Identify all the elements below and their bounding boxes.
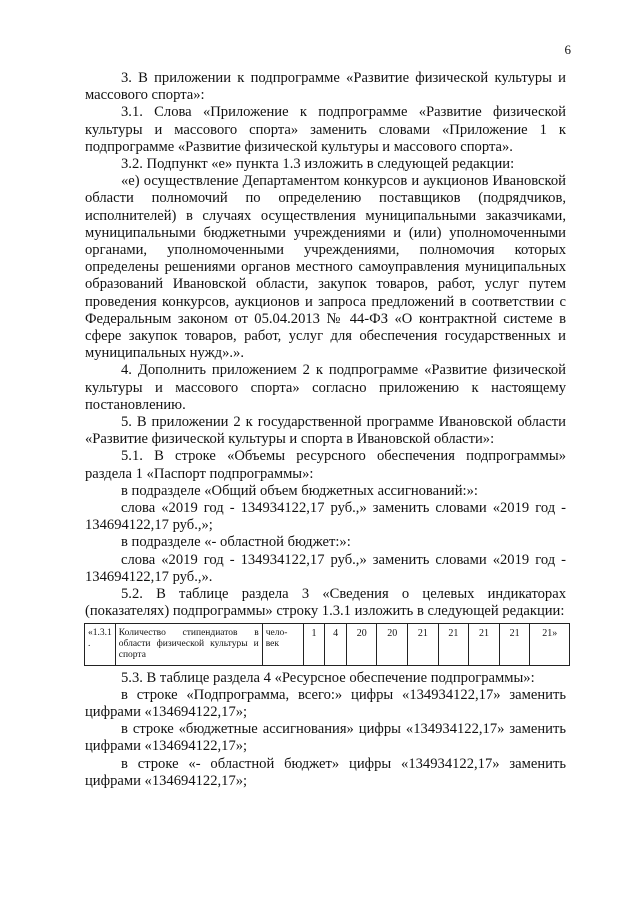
paragraph-p16: в строке «- областной бюджет» цифры «134934122,17» заменить цифрами «134694122,17»; bbox=[85, 755, 566, 789]
value-cell: 1 bbox=[303, 623, 325, 665]
paragraph-p13: 5.3. В таблице раздела 4 «Ресурсное обеспечение подпрограммы»: bbox=[121, 669, 535, 686]
paragraph-p6: 5. В приложении 2 к государственной программе Ивановской области «Развитие физической культуры и спорта в Ивановской области»: bbox=[85, 414, 566, 448]
document-body bbox=[85, 70, 566, 790]
paragraph-p1: 3. В приложении к подпрограмме «Развитие физической культуры и массового спорта»: bbox=[85, 70, 566, 104]
paragraph-p12: 5.2. В таблице раздела 3 «Сведения о целевых индикаторах (показателях) подпрограммы» строку 1.3.1 изложить в следующей редакции: bbox=[85, 586, 566, 620]
paragraph-p14: в строке «Подпрограмма, всего:» цифры «134934122,17» заменить цифрами «134694122,17»; bbox=[85, 686, 566, 720]
paragraphs-after-table bbox=[85, 670, 566, 790]
value-cell: 21 bbox=[438, 623, 469, 665]
value-cell: 21» bbox=[530, 623, 570, 665]
paragraph-p4: «е) осуществление Департаментом конкурсов и аукционов Ивановской области полномочий по определению поставщиков (подрядчиков, исполнителей) в случаях осуществления муниципальными заказчиками, муниципальными бюджетными учреждениями и (или) уполномоченными органами, уполномоченными учреждениями, полномочия которых определены решениями органов местного самоуправления муниципальных образований Ивановской области, закупок товаров, работ, услуг путем проведения конкурсов, аукционов и запроса предложений в соответствии с Федеральным законом от 05.04.2013 № 44-ФЗ «О контрактной системе в сфере закупок товаров, работ, услуг для обеспечения государственных и муниципальных нужд».». bbox=[85, 173, 566, 362]
row-unit-cell: чело-век bbox=[262, 623, 303, 665]
row-code-cell: «1.3.1 . bbox=[85, 623, 116, 665]
row-name-cell: Количество стипендиатов в области физической культуры и спорта bbox=[115, 623, 262, 665]
paragraph-p3: 3.2. Подпункт «е» пункта 1.3 изложить в следующей редакции: bbox=[121, 156, 515, 173]
value-cell: 20 bbox=[346, 623, 377, 665]
paragraph-p10: в подразделе «- областной бюджет:»: bbox=[121, 534, 351, 551]
page-number: 6 bbox=[564, 42, 571, 57]
paragraphs-before-table bbox=[85, 70, 566, 621]
table-row bbox=[85, 623, 570, 665]
paragraph-p7: 5.1. В строке «Объемы ресурсного обеспечения подпрограммы» раздела 1 «Паспорт подпрограммы»: bbox=[85, 448, 566, 482]
indicator-table-row bbox=[84, 623, 570, 666]
paragraph-p9: слова «2019 год - 134934122,17 руб.,» заменить словами «2019 год - 134694122,17 руб.,»; bbox=[85, 500, 566, 534]
value-cell: 21 bbox=[499, 623, 530, 665]
value-cell: 20 bbox=[377, 623, 408, 665]
paragraph-p5: 4. Дополнить приложением 2 к подпрограмме «Развитие физической культуры и массового спорта» согласно приложению к настоящему постановлению. bbox=[85, 362, 566, 413]
value-cell: 21 bbox=[469, 623, 500, 665]
paragraph-p8: в подразделе «Общий объем бюджетных ассигнований:»: bbox=[121, 482, 478, 499]
paragraph-p11: слова «2019 год - 134934122,17 руб.,» заменить словами «2019 год - 134694122,17 руб.,». bbox=[85, 551, 566, 585]
value-cell: 21 bbox=[408, 623, 439, 665]
value-cell: 4 bbox=[325, 623, 347, 665]
paragraph-p2: 3.1. Слова «Приложение к подпрограмме «Развитие физической культуры и массового спорта» заменить словами «Приложение 1 к подпрограмме «Развитие физической культуры и массового спорта». bbox=[85, 104, 566, 155]
paragraph-p15: в строке «бюджетные ассигнования» цифры «134934122,17» заменить цифрами «134694122,17»; bbox=[85, 721, 566, 755]
